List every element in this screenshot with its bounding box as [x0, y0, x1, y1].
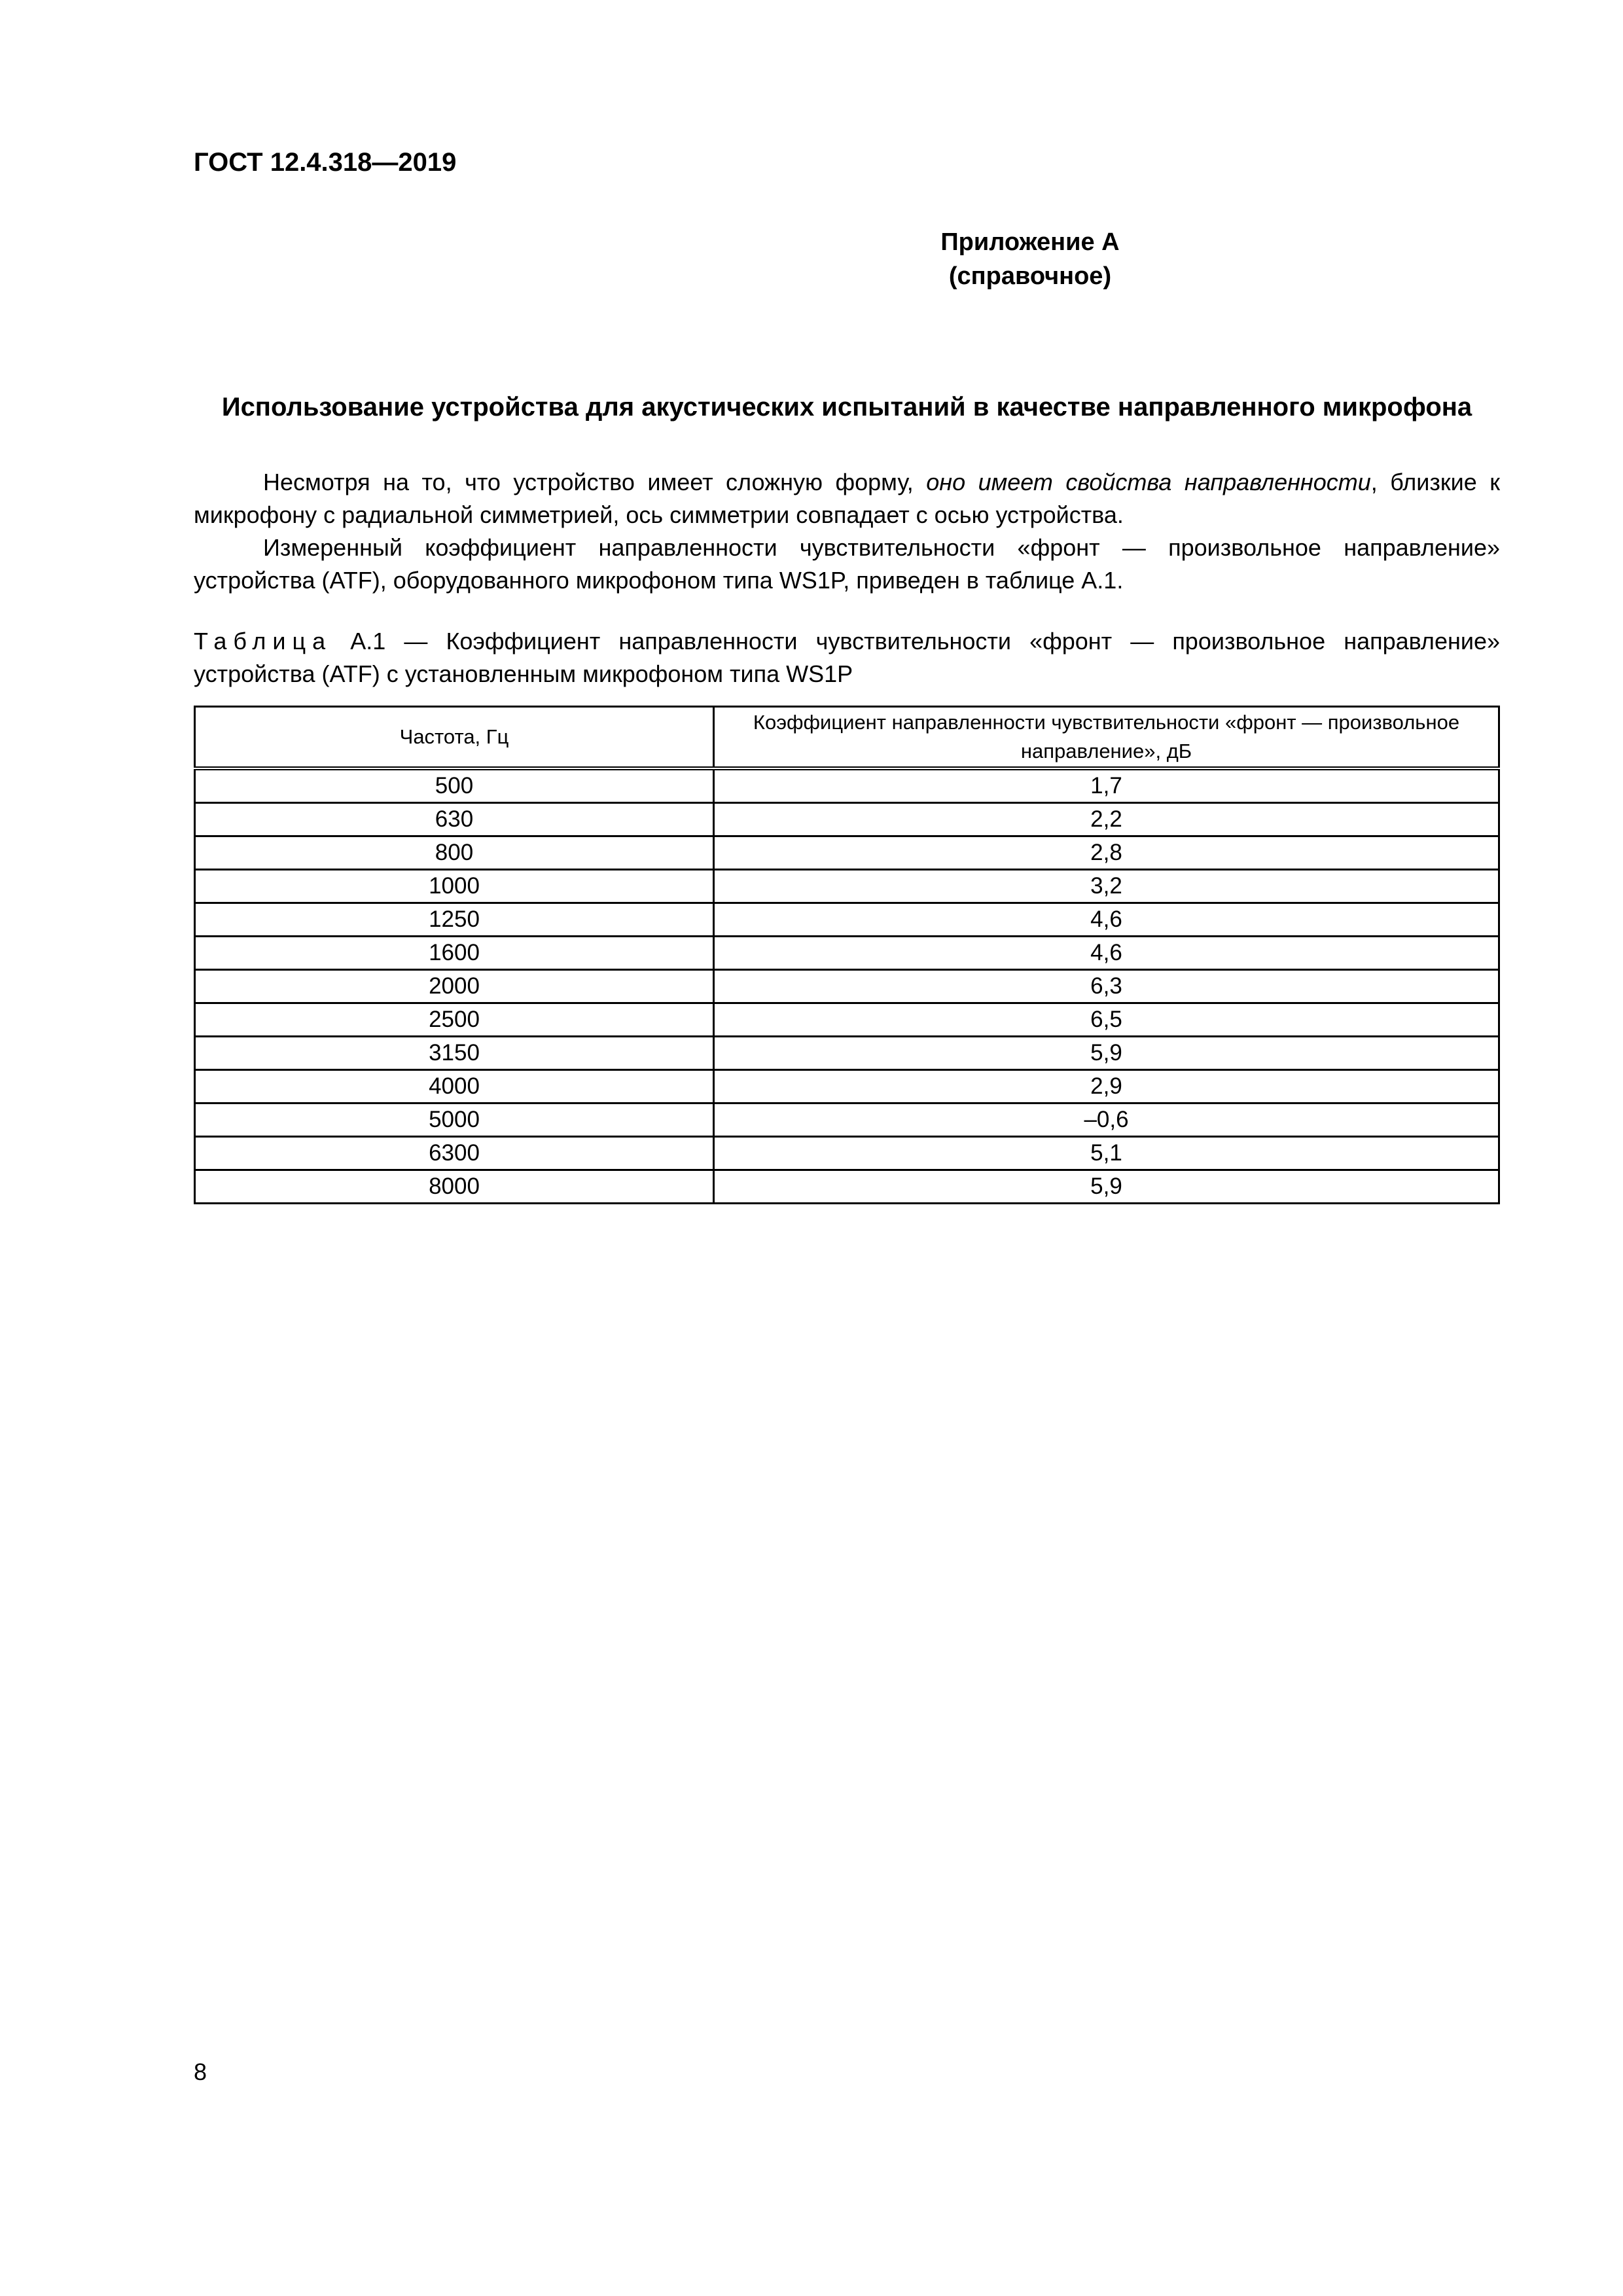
frequency-cell: 2500 [195, 1003, 714, 1037]
coefficient-cell: 4,6 [714, 937, 1499, 970]
frequency-cell: 1000 [195, 870, 714, 903]
table-row [195, 870, 1499, 903]
coefficient-cell: 6,5 [714, 1003, 1499, 1037]
coefficient-cell: 5,1 [714, 1137, 1499, 1170]
table-row [195, 970, 1499, 1003]
frequency-cell: 4000 [195, 1070, 714, 1103]
paragraph-1-end: , близкие к микрофону с радиальной симметрией, ось симметрии совпадает с осью устройства. [194, 469, 1501, 528]
table-row [195, 1103, 1499, 1137]
page-number: 8 [194, 2058, 207, 2085]
header-coefficient: Коэффициент направленности чувствительности «фронт — произвольное направление», дБ [714, 707, 1499, 769]
annex-heading [194, 225, 1500, 293]
coefficient-cell: 5,9 [714, 1170, 1499, 1204]
coefficient-cell: 3,2 [714, 870, 1499, 903]
table-row [195, 1137, 1499, 1170]
standard-code: ГОСТ 12.4.318—2019 [194, 148, 457, 177]
coefficient-cell: 2,2 [714, 803, 1499, 836]
table-row [195, 803, 1499, 836]
table-header-row [195, 707, 1499, 769]
table-row [195, 903, 1499, 937]
paragraph-2 [194, 531, 1500, 597]
frequency-cell: 6300 [195, 1137, 714, 1170]
frequency-cell: 8000 [195, 1170, 714, 1204]
frequency-cell: 500 [195, 768, 714, 803]
coefficient-cell: 6,3 [714, 970, 1499, 1003]
annex-status: (справочное) [948, 262, 1112, 290]
annex-title: Приложение А [940, 228, 1120, 256]
table-row [195, 836, 1499, 870]
table-row [195, 1037, 1499, 1070]
coefficient-cell: –0,6 [714, 1103, 1499, 1137]
paragraph-1-start: Несмотря на то, что устройство имеет сложную форму, [263, 469, 927, 495]
coefficient-cell: 2,9 [714, 1070, 1499, 1103]
header-frequency: Частота, Гц [195, 707, 714, 769]
section-title: Использование устройства для акустических испытаний в качестве направленного микрофона [221, 393, 1472, 422]
coefficient-cell: 2,8 [714, 836, 1499, 870]
paragraph-2-text: Измеренный коэффициент направленности чувствительности «фронт — произвольное направление» устройства (ATF), оборудованного микрофоном типа WS1P, приведен в таблице А.1. [194, 534, 1500, 594]
paragraph-1 [194, 466, 1500, 531]
table-row [195, 768, 1499, 803]
frequency-cell: 800 [195, 836, 714, 870]
table-row [195, 937, 1499, 970]
table-caption-text: А.1 — Коэффициент направленности чувствительности «фронт — произвольное направление» устройства (ATF) с установленным микрофоном типа WS1P [194, 628, 1500, 687]
table-row [195, 1003, 1499, 1037]
frequency-cell: 1250 [195, 903, 714, 937]
frequency-cell: 5000 [195, 1103, 714, 1137]
frequency-cell: 1600 [195, 937, 714, 970]
frequency-cell: 2000 [195, 970, 714, 1003]
coefficient-cell: 4,6 [714, 903, 1499, 937]
data-table [194, 706, 1500, 1204]
coefficient-cell: 1,7 [714, 768, 1499, 803]
paragraph-1-italic: оно имеет свойства направленности [926, 469, 1371, 495]
table-row [195, 1170, 1499, 1204]
coefficient-cell: 5,9 [714, 1037, 1499, 1070]
table-row [195, 1070, 1499, 1103]
table-caption-label: Таблица [194, 628, 332, 655]
table-caption [194, 625, 1500, 691]
frequency-cell: 3150 [195, 1037, 714, 1070]
frequency-cell: 630 [195, 803, 714, 836]
